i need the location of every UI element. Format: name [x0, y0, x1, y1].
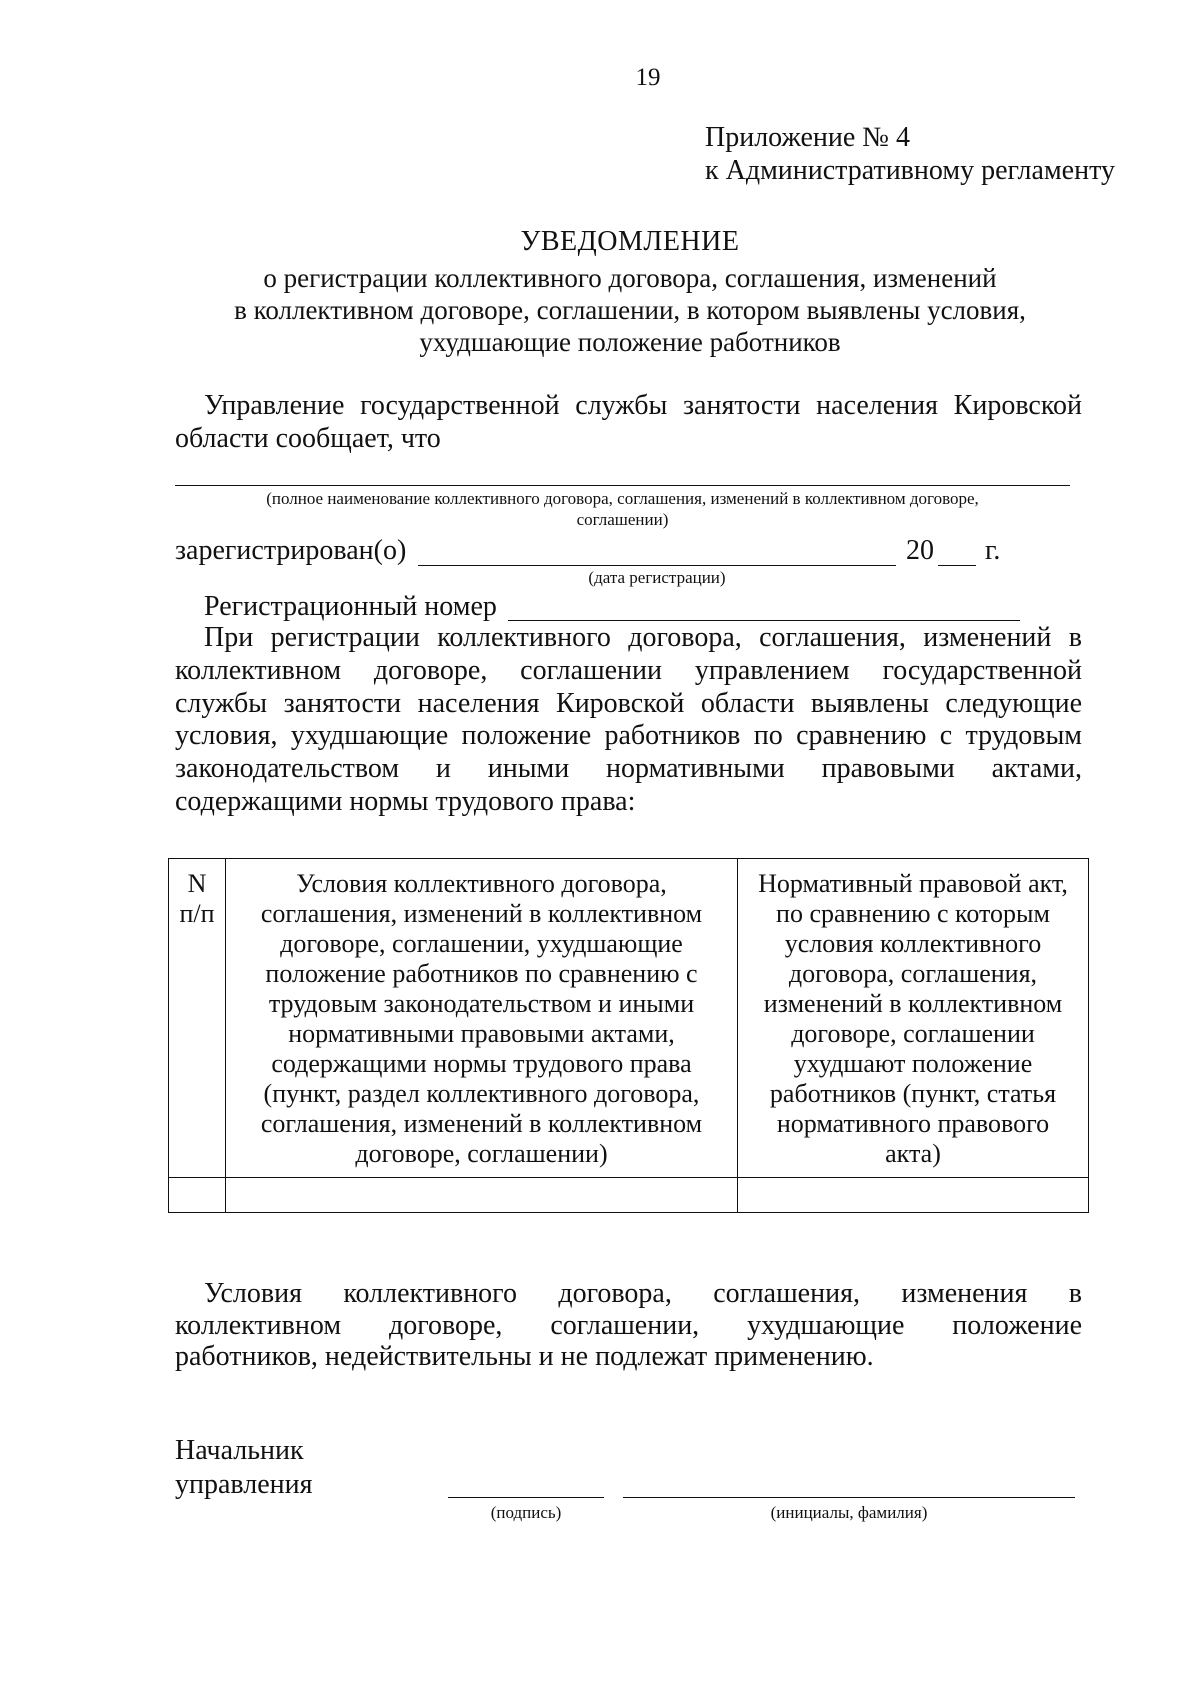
body-line: При регистрации коллективного договора, соглашения, изменений в: [204, 622, 1082, 653]
signature-blank: [448, 1497, 604, 1498]
closing-line-last: работников, недействительны и не подлежат применению.: [175, 1341, 874, 1372]
body-line: законодательством и иными нормативными правовыми актами,: [175, 753, 1082, 784]
name-blank: [623, 1497, 1075, 1498]
subtitle-line: ухудшающие положение работников: [419, 327, 841, 357]
agreement-name-hint-line-1: (полное наименование коллективного договора, соглашения, изменений в коллективном договоре,: [266, 489, 979, 508]
registration-date-blank: [418, 565, 896, 566]
closing-line: коллективном договоре, соглашении, ухудшающие положение: [175, 1310, 1082, 1341]
body-line: условия, ухудшающие положение работников по сравнению с трудовым: [175, 720, 1082, 751]
year-blank: [938, 565, 976, 566]
intro-line-1: Управление государственной службы занятости населения Кировской: [204, 390, 1082, 421]
conditions-table: [168, 858, 1089, 1213]
header-conditions: Условия коллективного договора, соглашения, изменений в коллективном договоре, соглашении, ухудшающие положение работников по сравнению с трудовым законодательством и иными нормативными правовыми актами, содержащими нормы трудового права (пункт, раздел коллективного договора, соглашения, изменений в коллективном договоре, соглашении): [226, 859, 738, 1178]
signer-position-line-2: управления: [175, 1469, 313, 1500]
body-line: службы занятости населения Кировской области выявлены следующие: [175, 688, 1082, 719]
subtitle-line: в коллективном договоре, соглашении, в котором выявлены условия,: [234, 295, 1026, 325]
document-subtitle: [0, 262, 1200, 358]
registered-label: зарегистрирован(о): [175, 535, 407, 566]
table-row: [169, 1178, 1089, 1213]
appendix-line-2: к Административному регламенту: [705, 155, 1115, 186]
year-prefix: 20: [906, 535, 934, 566]
appendix-reference: [705, 121, 1115, 187]
body-line: коллективном договоре, соглашении управлением государственной: [175, 655, 1082, 686]
name-hint: (инициалы, фамилия): [770, 1503, 928, 1522]
signer-position-line-1: Начальник: [175, 1435, 304, 1466]
table-header-row: [169, 859, 1089, 1178]
document-title: УВЕДОМЛЕНИЕ: [520, 226, 740, 257]
body-line-last: содержащими нормы трудового права:: [175, 786, 636, 817]
table-cell[interactable]: [226, 1178, 738, 1213]
agreement-name-blank: [175, 485, 1070, 486]
year-suffix: г.: [985, 535, 1001, 566]
signer-position: [175, 1434, 313, 1502]
signature-hint: (подпись): [490, 1503, 562, 1522]
header-number: N п/п: [169, 859, 226, 1178]
table-cell[interactable]: [738, 1178, 1089, 1213]
subtitle-line: о регистрации коллективного договора, соглашения, изменений: [263, 263, 997, 293]
reg-number-label: Регистрационный номер: [204, 591, 497, 622]
page-number: 19: [635, 64, 661, 91]
registration-date-hint: (дата регистрации): [588, 568, 726, 587]
agreement-name-hint-line-2: соглашении): [576, 510, 669, 529]
table-cell[interactable]: [169, 1178, 226, 1213]
appendix-line-1: Приложение № 4: [705, 122, 910, 153]
intro-line-2: области сообщает, что: [175, 423, 441, 454]
closing-line: Условия коллективного договора, соглашения, изменения в: [204, 1278, 1082, 1309]
header-legal-act: Нормативный правовой акт, по сравнению с которым условия коллективного договора, соглашения, изменений в коллективном договоре, соглашении ухудшают положение работников (пункт, статья нормативного правового акта): [738, 859, 1089, 1178]
reg-number-blank: [508, 620, 1020, 621]
